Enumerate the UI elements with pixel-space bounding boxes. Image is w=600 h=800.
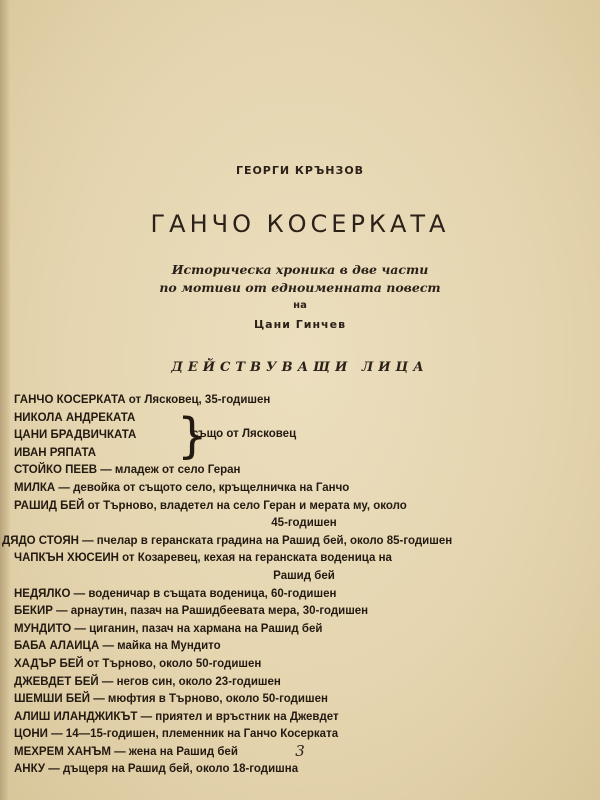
cast-group-lyaskovets	[14, 407, 534, 464]
cast-entry: ИВАН РЯПАТА	[14, 446, 97, 459]
cast-entry: МУНДИТО — циганин, пазач на хармана на Рашид бей	[14, 622, 323, 635]
cast-entry-continuation: Рашид бей	[273, 569, 335, 582]
page-spine-shadow	[0, 0, 10, 800]
cast-entry: МИЛКА — девойка от същото село, кръщелничка на Ганчо	[14, 481, 350, 494]
cast-entry: БАБА АЛАИЦА — майка на Мундито	[14, 640, 221, 653]
cast-group-note: също от Лясковец	[192, 427, 297, 440]
cast-entry: НЕДЯЛКО — воденичар в същата воденица, 60-годишен	[14, 587, 337, 600]
play-title: ГАНЧО КОСЕРКАТА	[150, 210, 450, 238]
source-author: Цани Гинчев	[253, 318, 347, 331]
cast-entry: МЕХРЕМ ХАНЪМ — жена на Рашид бей	[14, 745, 238, 758]
cast-entry: РАШИД БЕЙ от Търново, владетел на село Геран и мерата му, около	[14, 499, 407, 512]
author-name: ГЕОРГИ КРЪНЗОВ	[235, 164, 365, 177]
cast-entry: СТОЙКО ПЕЕВ — младеж от село Геран	[14, 464, 241, 477]
cast-entry: НИКОЛА АНДРЕКАТА	[14, 411, 136, 424]
cast-entry: АЛИШ ИЛАНДЖИКЪТ — приятел и връстник на Джевдет	[14, 710, 339, 723]
brace-icon: }	[177, 407, 208, 464]
cast-entry-continuation: 45-годишен	[271, 517, 337, 530]
cast-entry: ДЯДО СТОЯН — пчелар в геранската градина на Рашид бей, около 85-годишен	[2, 534, 453, 547]
subtitle-line-1: Историческа хроника в две части	[171, 262, 429, 277]
cast-entry: ДЖЕВДЕТ БЕЙ — негов син, около 23-годишен	[14, 675, 281, 688]
cast-list	[2, 392, 534, 779]
cast-entry: БЕКИР — арнаутин, пазач на Рашидбеевата мера, 30-годишен	[14, 605, 369, 618]
cast-entry: ГАНЧО КОСЕРКАТА от Лясковец, 35-годишен	[14, 394, 271, 406]
cast-heading: ДЕЙСТВУВАЩИ ЛИЦА	[171, 360, 429, 375]
cast-entry: ЦАНИ БРАДВИЧКАТА	[14, 429, 137, 442]
cast-entry: ЧАПКЪН ХЮСЕИН от Козаревец, кехая на геранската воденица на	[14, 552, 392, 565]
cast-entry: ШЕМШИ БЕЙ — мюфтия в Търново, около 50-годишен	[14, 693, 328, 706]
subtitle-preposition: на	[293, 300, 307, 311]
cast-entry: АНКУ — дъщеря на Рашид бей, около 18-годишна	[14, 763, 299, 776]
cast-entry: ХАДЪР БЕЙ от Търново, около 50-годишен	[14, 657, 262, 670]
subtitle-line-2: по мотиви от едноименната повест	[159, 280, 441, 295]
page-number: 3	[295, 742, 305, 760]
cast-entry: ЦОНИ — 14—15-годишен, племенник на Ганчо Косерката	[14, 728, 339, 741]
